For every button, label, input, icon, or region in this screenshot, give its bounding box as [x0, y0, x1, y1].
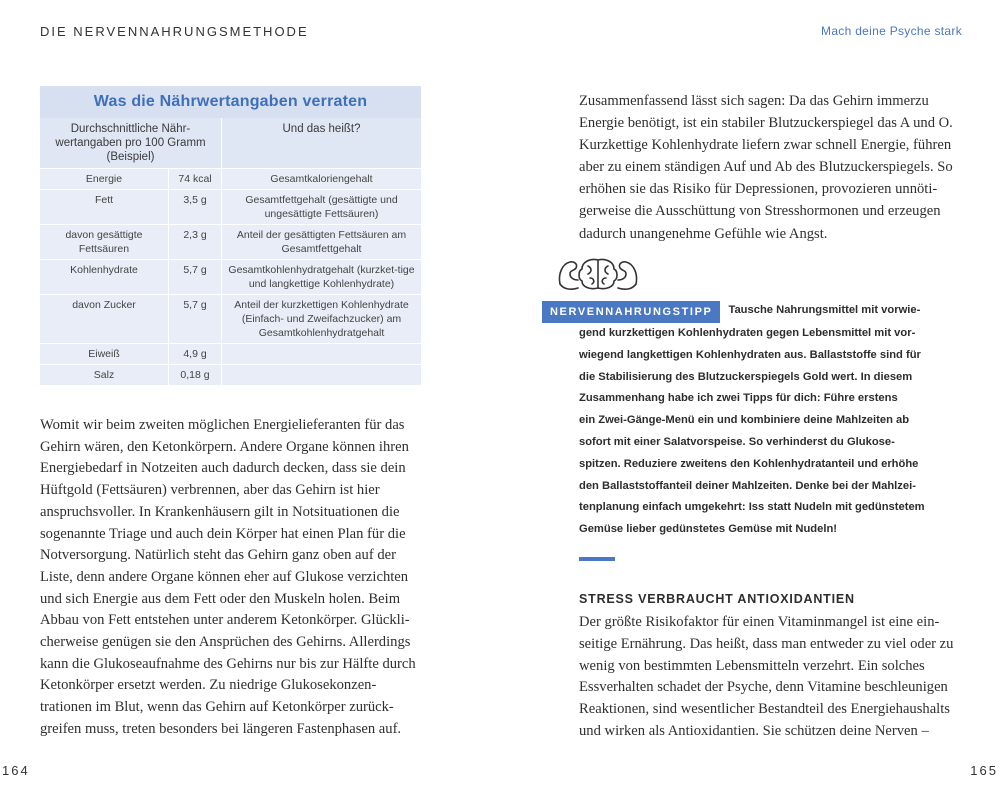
table-cell-nutrient: Eiweiß [40, 344, 169, 365]
table-cell-nutrient: Kohlenhydrate [40, 260, 169, 295]
table-cell-nutrient: Energie [40, 169, 169, 190]
table-row [40, 169, 421, 190]
table-cell-value: 5,7 g [169, 295, 222, 344]
tip-label-badge: NERVENNAHRUNGSTIPP [542, 301, 720, 323]
tip-first-line [542, 300, 962, 323]
table-row [40, 225, 421, 260]
strong-brain-icon [556, 254, 640, 296]
tip-text-line: den Ballaststoffanteil deiner Mahlzeiten. Denke bei der Mahlzei- [579, 479, 916, 492]
section-heading: STRESS VERBRAUCHT ANTIOXIDANTIEN [579, 592, 855, 606]
paragraph: Der größte Risikofaktor für einen Vitaminmangel ist eine ein-seitige Ernährung. Das heißt, dass man entweder zu viel oder zu wenig von bestimmten Lebensmitteln verzehrt. Ein solches Essverhalten schadet der Psyche, denn Vitamine beschleunigen Reaktionen, sind wesentlicher Bestandteil des Energiehaushalts und wirken als Antioxidantien. Sie schützen deine Nerven – [579, 614, 954, 739]
table-cell-value: 3,5 g [169, 190, 222, 225]
table-cell-value: 0,18 g [169, 365, 222, 386]
table-cell-value: 4,9 g [169, 344, 222, 365]
table-row [40, 295, 421, 344]
table-cell-nutrient: davon gesättigte Fettsäuren [40, 225, 169, 260]
table-cell-meaning: Gesamtkohlenhydratgehalt (kurzket-tige und langkettige Kohlenhydrate) [222, 260, 422, 295]
table-cell-meaning [222, 365, 422, 386]
table-cell-value: 5,7 g [169, 260, 222, 295]
tip-text-line: wiegend langkettigen Kohlenhydraten aus. Ballaststoffe sind für [579, 348, 921, 361]
tip-divider [579, 557, 615, 561]
table-header-meaning: Und das heißt? [222, 118, 422, 169]
tip-text-line: spitzen. Reduziere zweitens den Kohlenhydratanteil und erhöhe [579, 457, 919, 470]
paragraph: Zusammenfassend lässt sich sagen: Da das Gehirn immerzu Energie benötigt, ist ein stabiler Blutzuckerspiegel das A und O. Kurzkettige Kohlenhydrate liefern zwar schnell Energie, führen aber zu einem ständigen Auf und Ab des Blutzuckerspiegels. So erhöhen sie das Risiko für Depressionen, provozieren unnöti-gerweise die Ausschüttung von Stresshormonen und erzeugen dadurch unangenehme Gefühle wie Angst. [579, 93, 953, 242]
table-cell-meaning: Gesamtkaloriengehalt [222, 169, 422, 190]
table-header-values: Durchschnittliche Nähr-wertangaben pro 100 Gramm (Beispiel) [40, 118, 222, 169]
table-title: Was die Nährwertangaben verraten [40, 86, 421, 118]
table-cell-meaning: Anteil der kurzkettigen Kohlenhydrate (Einfach- und Zweifachzucker) am Gesamtkohlenhydratgehalt [222, 295, 422, 344]
table-cell-nutrient: Fett [40, 190, 169, 225]
table-row [40, 344, 421, 365]
table-row [40, 190, 421, 225]
tip-text-line: die Stabilisierung des Blutzuckerspiegels Gold wert. In diesem [579, 370, 913, 383]
table-cell-nutrient: davon Zucker [40, 295, 169, 344]
tip-text-line: gend kurzkettigen Kohlenhydraten gegen Lebensmittel mit vor- [579, 327, 916, 339]
tip-text-line: Gemüse lieber gedünstetes Gemüse mit Nudeln! [579, 523, 838, 536]
table-row [40, 260, 421, 295]
nutrition-table [40, 86, 421, 386]
tip-text-line: ein Zwei-Gänge-Menü ein und kombiniere deine Mahlzeiten ab [579, 414, 910, 427]
table-cell-meaning: Gesamtfettgehalt (gesättigte und ungesättigte Fettsäuren) [222, 190, 422, 225]
right-intro-text [579, 90, 965, 245]
table-cell-nutrient: Salz [40, 365, 169, 386]
running-head-left: DIE NERVENNAHRUNGSMETHODE [40, 24, 309, 39]
page-number-left: 164 [2, 763, 30, 778]
table-row [40, 365, 421, 386]
paragraph: Womit wir beim zweiten möglichen Energielieferanten für das Gehirn wären, den Ketonkörpern. Andere Organe können ihren Energiebedarf in Notzeiten auch dadurch decken, dass sie dein Hüftgold (Fettsäuren) verbrennen, aber das Gehirn ist hier anspruchsvoller. In Krankenhäusern gilt in Notsituationen die sogenannte Triage und auch dein Körper hat einen Plan für die Notversorgung. Natürlich steht das Gehirn ganz oben auf der Liste, denn andere Organe können eher auf Glukose verzichten und sich Energie aus dem Fett oder den Muskeln holen. Beim Abbau von Fett entstehen unter anderem Ketonkörper. Glückli-cherweise genügen sie den Ansprüchen des Gehirns. Allerdings kann die Glukoseaufnahme des Gehirns nur bis zur Hälfte durch Ketonkörper ersetzt werden. Zu niedrige Glukosekonzen-trationen im Blut, wenn das Gehirn auf Ketonkörper zurück-greifen muss, treten besonders bei längeren Fastenphasen auf. [40, 417, 416, 737]
nutrition-tip-box [542, 300, 962, 541]
running-head-right: Mach deine Psyche stark [821, 24, 962, 38]
left-body-text [40, 415, 422, 741]
page-number-right: 165 [970, 763, 998, 778]
table-cell-meaning: Anteil der gesättigten Fettsäuren am Gesamtfettgehalt [222, 225, 422, 260]
table-cell-value: 2,3 g [169, 225, 222, 260]
tip-text-line: sofort mit einer Salatvorspeise. So verhinderst du Glukose- [579, 435, 895, 448]
tip-text-line: Zusammenhang habe ich zwei Tipps für dich: Führe erstens [579, 392, 898, 405]
tip-text-line: tenplanung einfach umgekehrt: Iss statt Nudeln mit gedünstetem [579, 501, 925, 514]
table-cell-value: 74 kcal [169, 169, 222, 190]
right-body-text [579, 612, 965, 743]
table-cell-meaning [222, 344, 422, 365]
tip-text-line: Tausche Nahrungsmittel mit vorwie- [728, 304, 921, 316]
